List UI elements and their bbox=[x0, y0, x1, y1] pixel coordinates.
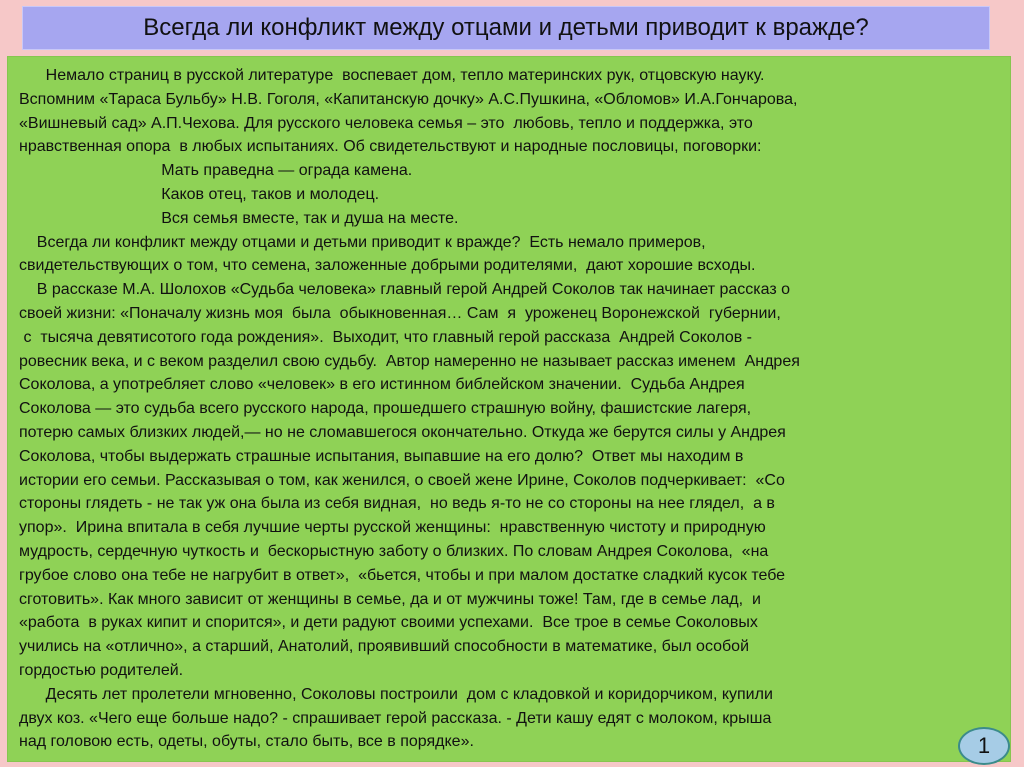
text-line: «работа в руках кипит и спорится», и дети радуют своими успехами. Все трое в семье Соколовых bbox=[19, 614, 758, 632]
text-line: учились на «отлично», а старший, Анатолий, проявивший способности в математике, был особой bbox=[19, 638, 750, 656]
text-line: Соколова, а употребляет слово «человек» в его истинном библейском значении. Судьба Андрея bbox=[19, 376, 745, 394]
title-bar bbox=[22, 6, 990, 50]
text-line: «Вишневый сад» А.П.Чехова. Для русского человека семья – это любовь, тепло и поддержка, это bbox=[19, 114, 753, 132]
slide-title: Всегда ли конфликт между отцами и детьми приводит к вражде? bbox=[143, 14, 869, 41]
proverb-line: Мать праведна — ограда камена. bbox=[19, 162, 413, 180]
text-line: свидетельствующих о том, что семена, заложенные добрыми родителями, дают хорошие всходы. bbox=[19, 257, 756, 275]
text-line: В рассказе М.А. Шолохов «Судьба человека» главный герой Андрей Соколов так начинает рассказ о bbox=[19, 281, 791, 299]
text-line: грубое слово она тебе не нагрубит в ответ», «бьется, чтобы и при малом достатке сладкий кусок тебе bbox=[19, 566, 786, 584]
text-line: Вспомним «Тараса Бульбу» Н.В. Гоголя, «Капитанскую дочку» А.С.Пушкина, «Обломов» И.А.Гончарова, bbox=[19, 90, 798, 108]
body-text bbox=[19, 64, 1004, 754]
proverb-line: Вся семья вместе, так и душа на месте. bbox=[19, 209, 459, 227]
text-line: над головою есть, одеты, обуты, стало быть, все в порядке». bbox=[19, 733, 474, 751]
text-line: Соколова, чтобы выдержать страшные испытания, выпавшие на его долю? Ответ мы находим в bbox=[19, 447, 744, 465]
text-line: с тысяча девятисотого года рождения». Выходит, что главный герой рассказа Андрей Соколов - bbox=[19, 328, 752, 346]
text-line: Немало страниц в русской литературе воспевает дом, тепло материнских рук, отцовскую науку. bbox=[19, 67, 765, 84]
text-line: ровесник века, и с веком разделил свою судьбу. Автор намеренно не называет рассказ именем Андрея bbox=[19, 352, 800, 370]
page-number-badge bbox=[958, 727, 1010, 765]
text-line: Десять лет пролетели мгновенно, Соколовы построили дом с кладовкой и коридорчиком, купили bbox=[19, 685, 773, 703]
text-line: своей жизни: «Поначалу жизнь моя была обыкновенная… Сам я уроженец Воронежской губернии, bbox=[19, 304, 781, 322]
text-line: истории его семьи. Рассказывая о том, как женился, о своей жене Ирине, Соколов подчеркивает: «Со bbox=[19, 471, 785, 489]
text-line: стороны глядеть - не так уж она была из себя видная, но ведь я-то не со стороны на нее глядел, а в bbox=[19, 495, 775, 513]
text-line: сготовить». Как много зависит от женщины в семье, да и от мужчины тоже! Там, где в семье лад, и bbox=[19, 590, 761, 608]
page-number: 1 bbox=[977, 733, 991, 758]
proverb-line: Каков отец, таков и молодец. bbox=[19, 185, 380, 203]
text-line: двух коз. «Чего еще больше надо? - спрашивает герой рассказа. - Дети кашу едят с молоком, крыша bbox=[19, 709, 772, 727]
text-line: нравственная опора в любых испытаниях. Об свидетельствуют и народные пословицы, поговорки: bbox=[19, 138, 762, 156]
text-line: Всегда ли конфликт между отцами и детьми приводит к вражде? Есть немало примеров, bbox=[19, 233, 706, 251]
text-line: упор». Ирина впитала в себя лучшие черты русской женщины: нравственную чистоту и природную bbox=[19, 519, 766, 537]
text-line: Соколова — это судьба всего русского народа, прошедшего страшную войну, фашистские лагеря, bbox=[19, 400, 752, 418]
text-line: потерю самых близких людей,— но не сломавшегося окончательно. Откуда же берутся силы у Андрея bbox=[19, 423, 786, 441]
text-line: мудрость, сердечную чуткость и бескорыстную заботу о близких. По словам Андрея Соколова, «на bbox=[19, 542, 769, 560]
text-panel bbox=[7, 56, 1011, 762]
text-line: гордостью родителей. bbox=[19, 661, 184, 679]
